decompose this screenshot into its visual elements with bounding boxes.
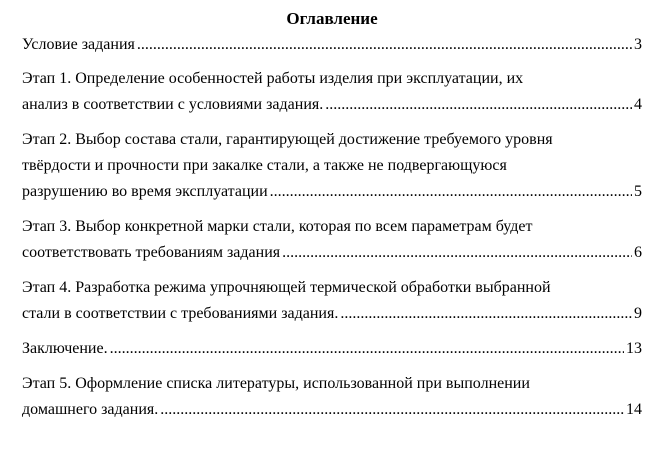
- toc-entry[interactable]: [22, 275, 642, 327]
- toc-entry-line: Этап 1. Определение особенностей работы изделия при эксплуатации, их: [22, 70, 524, 87]
- toc-dot-leader: [270, 179, 632, 205]
- toc-entry-line: стали в соответствии с требованиями задания.: [22, 305, 339, 322]
- toc-dot-leader: [340, 301, 632, 327]
- toc-entry-last-line: [22, 301, 642, 327]
- toc-entry-line: Заключение.: [22, 340, 108, 357]
- toc-entry[interactable]: [22, 32, 642, 58]
- toc-page-number: 5: [634, 183, 642, 200]
- toc-title: Оглавление: [286, 9, 378, 28]
- toc-dot-leader: [325, 92, 632, 118]
- toc-dot-leader: [282, 240, 632, 266]
- toc-entry-line: Этап 3. Выбор конкретной марки стали, которая по всем параметрам будет: [22, 218, 533, 235]
- toc-entry[interactable]: [22, 214, 642, 266]
- toc-page-number: 6: [634, 244, 642, 261]
- toc-entry-last-line: [22, 92, 642, 118]
- toc-page-number: 3: [634, 36, 642, 53]
- toc-entry-line: Этап 5. Оформление списка литературы, использованной при выполнении: [22, 375, 530, 392]
- toc-page-number: 14: [626, 401, 642, 418]
- toc-entry-line: соответствовать требованиям задания: [22, 244, 281, 261]
- toc-dot-leader: [137, 32, 632, 58]
- toc-entry-last-line: [22, 240, 642, 266]
- toc-list: [22, 32, 642, 423]
- toc-entry-line: Условие задания: [22, 36, 135, 53]
- toc-entry[interactable]: [22, 371, 642, 423]
- toc-entry-last-line: [22, 397, 642, 423]
- toc-entry-line: твёрдости и прочности при закалке стали, а также не подвергающуюся: [22, 157, 507, 174]
- toc-entry-last-line: [22, 179, 642, 205]
- toc-entry-line: домашнего задания.: [22, 401, 159, 418]
- toc-entry-line: анализ в соответствии с условиями задания.: [22, 96, 324, 113]
- toc-entry[interactable]: [22, 127, 642, 205]
- toc-entry-line: разрушению во время эксплуатации: [22, 183, 268, 200]
- toc-entry-line: Этап 2. Выбор состава стали, гарантирующей достижение требуемого уровня: [22, 131, 553, 148]
- toc-page-number: 9: [634, 305, 642, 322]
- toc-dot-leader: [160, 397, 624, 423]
- toc-entry[interactable]: [22, 66, 642, 118]
- toc-entry-line: Этап 4. Разработка режима упрочняющей термической обработки выбранной: [22, 279, 551, 296]
- toc-entry-last-line: [22, 336, 642, 362]
- toc-dot-leader: [110, 336, 624, 362]
- toc-entry-last-line: [22, 32, 642, 58]
- toc-page-number: 13: [626, 340, 642, 357]
- toc-page-number: 4: [634, 96, 642, 113]
- toc-entry[interactable]: [22, 336, 642, 362]
